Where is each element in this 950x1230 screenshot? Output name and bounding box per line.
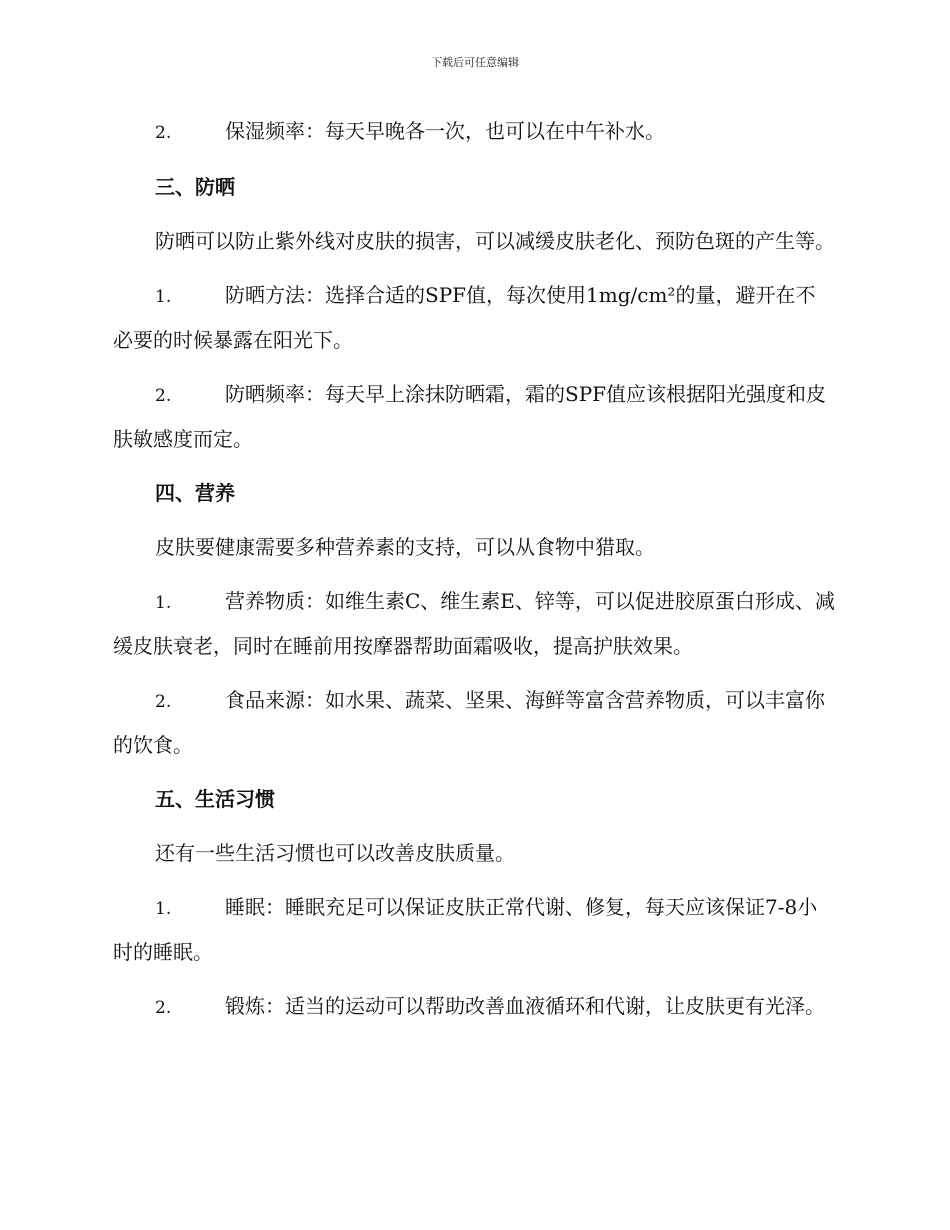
list-number: 2. xyxy=(155,123,172,143)
section-heading-nutrition: 四、营养 xyxy=(155,481,235,505)
list-item-text: 防晒方法：选择合适的SPF值，每次使用1mg/cm²的量，避开在不必要的时候暴露在阳光下。 xyxy=(113,283,816,352)
list-item-text: 睡眠：睡眠充足可以保证皮肤正常代谢、修复，每天应该保证7-8小时的睡眠。 xyxy=(113,895,818,964)
list-item-text: 防晒频率：每天早上涂抹防晒霜，霜的SPF值应该根据阳光强度和皮肤敏感度而定。 xyxy=(113,382,827,451)
list-item-text: 营养物质：如维生素C、维生素E、锌等，可以促进胶原蛋白形成、减缓皮肤衰老，同时在睡前用按摩器帮助面霜吸收，提高护肤效果。 xyxy=(113,589,835,658)
document-body xyxy=(113,110,835,1030)
list-item-text: 食品来源：如水果、蔬菜、坚果、海鲜等富含营养物质，可以丰富你的饮食。 xyxy=(113,688,825,757)
list-number: 2. xyxy=(155,386,172,406)
list-number: 1. xyxy=(155,593,172,613)
list-number: 2. xyxy=(155,692,172,712)
paragraph: 还有一些生活习惯也可以改善皮肤质量。 xyxy=(155,841,515,865)
list-item xyxy=(113,886,835,974)
list-item-text: 锻炼：适当的运动可以帮助改善血液循环和代谢，让皮肤更有光泽。 xyxy=(225,994,825,1018)
list-item xyxy=(113,373,835,461)
list-number: 2. xyxy=(155,998,172,1018)
list-item-text: 保湿频率：每天早晚各一次，也可以在中午补水。 xyxy=(225,119,665,143)
list-number: 1. xyxy=(155,899,172,919)
paragraph: 防晒可以防止紫外线对皮肤的损害，可以减缓皮肤老化、预防色斑的产生等。 xyxy=(155,229,835,253)
list-number: 1. xyxy=(155,287,172,307)
list-item xyxy=(113,274,835,362)
list-item xyxy=(113,110,835,155)
list-item xyxy=(113,679,835,767)
paragraph: 皮肤要健康需要多种营养素的支持，可以从食物中猎取。 xyxy=(155,535,655,559)
section-heading-sunscreen: 三、防晒 xyxy=(155,175,235,199)
section-heading-lifestyle: 五、生活习惯 xyxy=(155,787,275,811)
page-header: 下载后可任意编辑 xyxy=(431,56,519,69)
list-item xyxy=(113,985,835,1030)
list-item xyxy=(113,580,835,668)
